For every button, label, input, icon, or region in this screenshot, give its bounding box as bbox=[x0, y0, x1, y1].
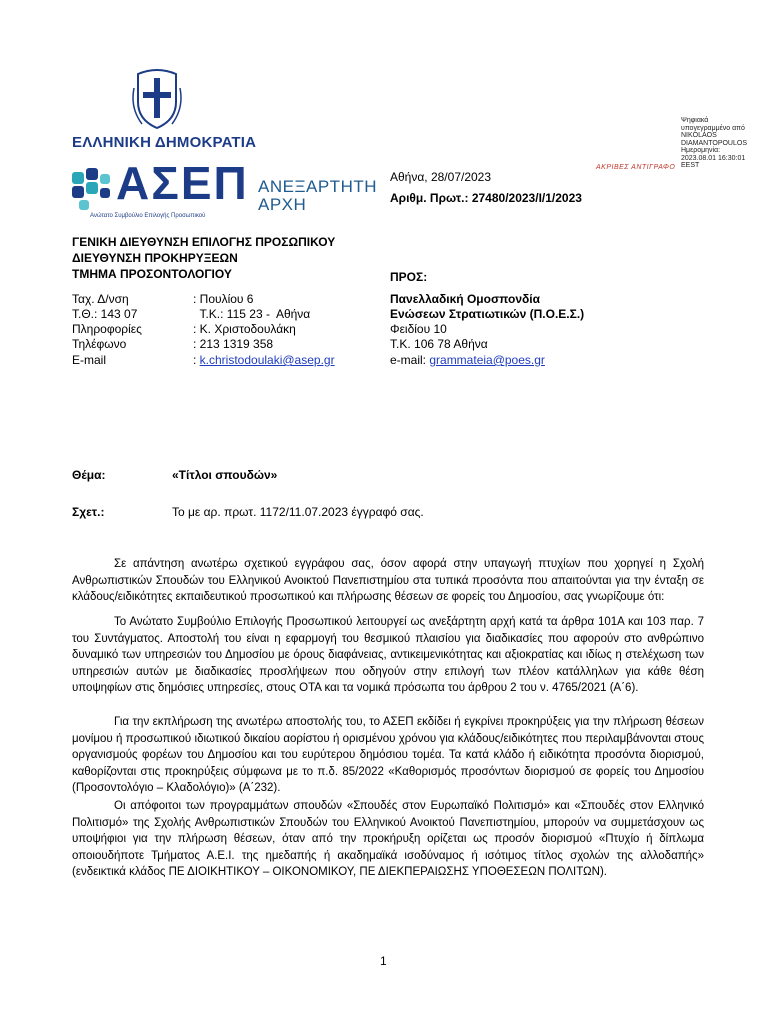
signature-line: DIAMANTOPOULOS bbox=[681, 139, 747, 147]
signature-line: Ψηφιακά bbox=[681, 117, 709, 124]
signature-line: NIKOLAOS bbox=[681, 132, 717, 139]
recipient-heading: ΠΡΟΣ: bbox=[390, 270, 428, 284]
recipient-street: Φειδίου 10 bbox=[390, 322, 447, 336]
contact-label: Πληροφορίες bbox=[72, 322, 142, 336]
signature-line: Ημερομηνία: bbox=[681, 147, 721, 154]
asep-logo-mark bbox=[72, 168, 110, 210]
contact-email-row bbox=[193, 353, 335, 367]
department-line: ΔΙΕΥΘΥΝΣΗ ΠΡΟΚΗΡΥΞΕΩΝ bbox=[72, 251, 238, 265]
recipient-name-line2: Ενώσεων Στρατιωτικών (Π.Ο.Ε.Σ.) bbox=[390, 307, 585, 321]
contact-label: Τηλέφωνο bbox=[72, 337, 127, 351]
contact-label: Ταχ. Δ/νση bbox=[72, 292, 129, 306]
contact-value: : 213 1319 358 bbox=[193, 337, 274, 351]
independent-line2: ΑΡΧΗ bbox=[258, 195, 307, 214]
page-number: 1 bbox=[380, 954, 387, 968]
digital-signature-block bbox=[681, 117, 768, 170]
recipient-email-link[interactable]: grammateia@poes.gr bbox=[429, 353, 545, 367]
signature-line: υπογεγραμμένο από bbox=[681, 124, 745, 132]
contact-value: : Κ. Χριστοδουλάκη bbox=[193, 322, 296, 336]
republic-title: ΕΛΛΗΝΙΚΗ ΔΗΜΟΚΡΑΤΙΑ bbox=[72, 134, 257, 151]
contact-value: Τ.Κ.: 115 23 - Αθήνα bbox=[193, 307, 311, 321]
contact-label: Τ.Θ.: 143 07 bbox=[72, 307, 138, 321]
body-paragraph: Οι απόφοιτοι των προγραμμάτων σπουδών «Σπουδές στον Ευρωπαϊκό Πολιτισμό» και «Σπουδές στον Ελληνικό Πολιτισμό» της Σχολής Ανθρωπιστικών Σπουδών του Ελληνικού Ανοικτού Πανεπιστημίου, μπορούν να συμμετάσχουν ως υποψήφιοι για την πλήρωση θέσεων, όταν από την προκήρυξη ορίζεται ως προσόν διορισμού «Πτυχίο ή δίπλωμα οποιουδήποτε Τμήματος Α.Ε.Ι. της ημεδαπής ή ακαδημαϊκά ισοδύναμος ή ισότιμος τίτλος σχολών της αλλοδαπής» (ενδεικτικά κλάδος ΠΕ ΔΙΟΙΚΗΤΙΚΟΥ – ΟΙΚΟΝΟΜΙΚΟΥ, ΠΕ ΔΙΕΚΠΕΡΑΙΩΣΗΣ ΥΠΟΘΕΣΕΩΝ ΠΟΛΙΤΩΝ). bbox=[72, 800, 704, 879]
body-paragraph: Σε απάντηση ανωτέρω σχετικού εγγράφου σας, όσον αφορά στην υπαγωγή πτυχίων που χορηγεί η Σχολή Ανθρωπιστικών Σπουδών του Ελληνικού Ανοικτού Πανεπιστημίου στα τυπικά προσόντα που απαιτούνται για την ένταξη σε κλάδους/ειδικότητες εκπαιδευτικού προσωπικού και πλήρωσης θέσεων σε φορείς του Δημοσίου, σας γνωρίζουμε ότι: bbox=[72, 558, 704, 604]
recipient-city: Τ.Κ. 106 78 Αθήνα bbox=[390, 337, 488, 351]
logo-caption: Ανώτατο Συμβούλιο Επιλογής Προσωπικού bbox=[90, 213, 206, 219]
body-paragraph: Το Ανώτατο Συμβούλιο Επιλογής Προσωπικού λειτουργεί ως ανεξάρτητη αρχή κατά τα άρθρα 101Α και 103 παρ. 7 του Συντάγματος. Αποστολή του είναι η εφαρμογή του θεσμικού πλαισίου για διαδικασίες που αφορούν στο ανθρώπινο δυναμικό των υπηρεσιών του Δημοσίου με όρους διαφάνειας, αντικειμενικότητας και αξιοκρατίας και ιδίως η στελέχωση των υπηρεσιών αυτών με διαδικασίες προσλήψεων που οδηγούν στην επιλογή των πλέον κατάλληλων για κάθε θέση υποψηφίων στις δημόσιες υπηρεσίες, στους ΟΤΑ και τα νομικά πρόσωπα του άρθρου 2 του ν. 4765/2021 (Α΄6). bbox=[72, 616, 704, 695]
signature-line: 2023.08.01 16:30:01 bbox=[681, 154, 746, 162]
greek-coat-of-arms-icon bbox=[132, 68, 182, 130]
independent-authority-label bbox=[258, 178, 377, 214]
protocol-number: Αριθμ. Πρωτ.: 27480/2023/Ι/1/2023 bbox=[390, 191, 582, 205]
document-date: Αθήνα, 28/07/2023 bbox=[390, 170, 492, 184]
independent-line1: ΑΝΕΞΑΡΤΗΤΗ bbox=[258, 177, 378, 196]
recipient-email-row bbox=[390, 353, 545, 367]
asep-logo-text: ΑΣΕΠ bbox=[116, 157, 249, 209]
subject-label: Θέμα: bbox=[72, 468, 106, 482]
reference-value: Το με αρ. πρωτ. 1172/11.07.2023 έγγραφό σας. bbox=[172, 505, 424, 519]
contact-email-prefix: : bbox=[193, 353, 200, 367]
reference-label: Σχετ.: bbox=[72, 505, 105, 519]
department-line: ΤΜΗΜΑ ΠΡΟΣΟΝΤΟΛΟΓΙΟΥ bbox=[72, 267, 232, 281]
recipient-email-label: e-mail: bbox=[390, 353, 430, 367]
recipient-name-line1: Πανελλαδική Ομοσπονδία bbox=[390, 292, 541, 306]
contact-email-link[interactable]: k.christodoulaki@asep.gr bbox=[199, 353, 335, 367]
contact-label: E-mail bbox=[72, 353, 107, 367]
contact-value: : Πουλίου 6 bbox=[193, 292, 254, 306]
subject-value: «Τίτλοι σπουδών» bbox=[172, 468, 278, 482]
department-line: ΓΕΝΙΚΗ ΔΙΕΥΘΥΝΣΗ ΕΠΙΛΟΓΗΣ ΠΡΟΣΩΠΙΚΟΥ bbox=[72, 235, 336, 249]
signature-line: EEST bbox=[681, 162, 700, 169]
certified-copy-stamp: ΑΚΡΙΒΕΣ ΑΝΤΙΓΡΑΦΟ bbox=[596, 164, 676, 171]
body-paragraph: Για την εκπλήρωση της ανωτέρω αποστολής του, το ΑΣΕΠ εκδίδει ή εγκρίνει προκηρύξεις για την πλήρωση θέσεων μονίμου ή προσωπικού ιδιωτικού δικαίου αορίστου ή ορισμένου χρόνου για κλάδους/ειδικότητες που περιλαμβάνονται στους οργανισμούς φορέων του Δημοσίου και του ευρύτερου δημόσιου τομέα. Τα κατά κλάδο ή ειδικότητα προσόντα διορισμού, καθορίζονται στις προκηρύξεις σύμφωνα με το π.δ. 85/2022 «Καθορισμός προσόντων διορισμού σε φορείς του Δημοσίου (Προσοντολόγιο – Κλαδολόγιο)» (Α΄232). bbox=[72, 716, 704, 795]
